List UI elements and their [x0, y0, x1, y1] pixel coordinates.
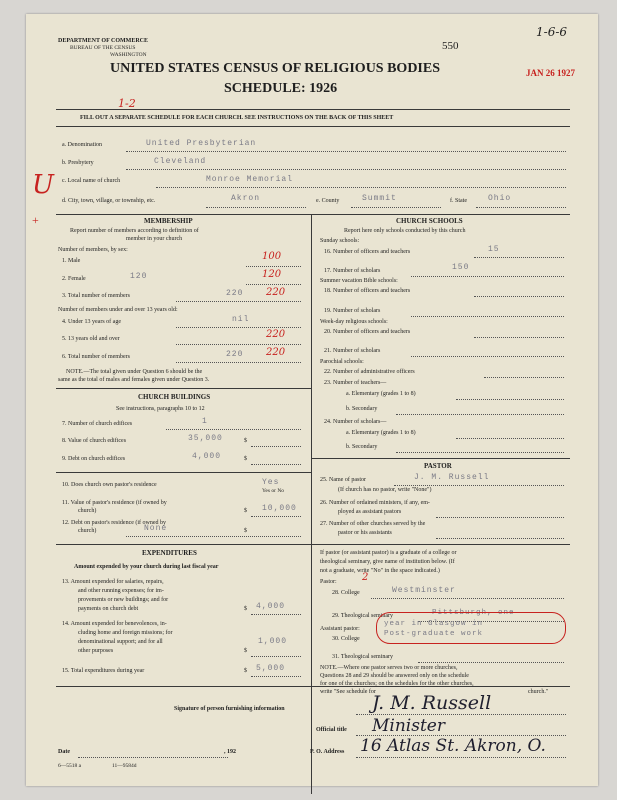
q31-label: 31. Theological seminary	[332, 654, 394, 660]
rule	[311, 458, 570, 459]
po-address-label: P. O. Address	[310, 749, 345, 755]
membership-note: same as the total of males and females given under Question 3.	[58, 377, 210, 383]
q24-label: 24. Number of scholars—	[324, 419, 387, 425]
q15-label: 15. Total expenditures during year	[62, 668, 145, 674]
schools-heading: CHURCH SCHOOLS	[396, 217, 463, 225]
pastor-sub-label: Pastor:	[320, 579, 337, 585]
q5-label: 5. 13 years old and over	[62, 336, 120, 342]
dollar-sign: $	[244, 606, 247, 612]
form-code: 6—5518 a	[58, 763, 82, 769]
weekday-label: Week-day religious schools:	[320, 319, 388, 325]
po-address-value[interactable]: 16 Atlas St. Akron, O.	[360, 736, 546, 756]
under-over-label: Number of members under and over 13 years old:	[58, 307, 178, 313]
blank	[251, 676, 301, 677]
q25-value[interactable]: J. M. Russell	[414, 473, 490, 482]
church-name-value[interactable]: Monroe Memorial	[206, 175, 294, 184]
blank	[418, 662, 564, 663]
church-name-label: c. Local name of church	[62, 178, 121, 184]
q13-value[interactable]: 4,000	[256, 602, 286, 611]
rule	[56, 388, 311, 389]
membership-note: NOTE.—The total given under Question 6 should be the	[66, 369, 203, 375]
membership-heading: MEMBERSHIP	[144, 217, 193, 225]
presbytery-value[interactable]: Cleveland	[154, 157, 207, 166]
blank	[474, 296, 564, 297]
q5-hand-value[interactable]: 220	[266, 329, 286, 340]
q23a-label: a. Elementary (grades 1 to 8)	[346, 391, 416, 397]
membership-intro: member in your church	[126, 236, 183, 242]
department-label: DEPARTMENT OF COMMERCE	[58, 38, 149, 44]
q4-typed-value[interactable]: nil	[232, 315, 250, 324]
red-circle-annotation	[376, 609, 566, 644]
q9-value[interactable]: 4,000	[192, 452, 222, 461]
q14-label: other purposes	[78, 648, 114, 654]
blank	[476, 207, 566, 208]
q4-label: 4. Under 13 years of age	[62, 319, 121, 325]
official-title-value[interactable]: Minister	[372, 716, 445, 736]
state-value[interactable]: Ohio	[488, 194, 512, 203]
q16-value[interactable]: 15	[488, 245, 500, 254]
q1-hand-value[interactable]: 100	[262, 251, 282, 262]
q17-label: 17. Number of scholars	[324, 268, 381, 274]
dollar-sign: $	[244, 668, 247, 674]
q2-typed-value: 120	[130, 272, 148, 281]
q13-label: payments on church debt	[78, 606, 139, 612]
blank	[126, 169, 566, 170]
blank	[456, 438, 564, 439]
q13-label: and other running expenses; for im-	[78, 588, 164, 594]
q9-label: 9. Debt on church edifices	[62, 456, 126, 462]
margin-plus-mark: +	[32, 213, 39, 227]
q1-label: 1. Male	[62, 258, 81, 264]
pastor-note: church."	[528, 689, 549, 695]
q12-label: 12. Debt on pastor's residence (if owned by	[62, 520, 167, 526]
pastor-note: for one of the churches; on the schedules for the other churches,	[320, 681, 474, 687]
q23b-label: b. Secondary	[346, 406, 378, 412]
pastor-note: write "See schedule for	[320, 689, 376, 695]
q19-label: 19. Number of scholars	[324, 308, 381, 314]
buildings-sub: See instructions, paragraphs 10 to 12	[116, 406, 205, 412]
q29-label: 29. Theological seminary	[332, 613, 394, 619]
blank	[246, 266, 301, 267]
q3-hand-value[interactable]: 220	[266, 287, 286, 298]
expenditures-sub: Amount expended by your church during last fiscal year	[74, 564, 219, 570]
city-value[interactable]: Akron	[231, 194, 261, 203]
q2-label: 2. Female	[62, 276, 86, 282]
q11-label: church)	[78, 508, 97, 514]
signature-label: Signature of person furnishing information	[174, 706, 285, 712]
blank	[78, 757, 228, 758]
form-number: 550	[442, 40, 459, 52]
blank	[396, 414, 564, 415]
q17-value[interactable]: 150	[452, 263, 470, 272]
blank	[251, 446, 301, 447]
form-subtitle: SCHEDULE: 1926	[224, 81, 338, 96]
q12-label: church)	[78, 528, 97, 534]
sunday-label: Sunday schools:	[320, 238, 360, 244]
q10-label: 10. Does church own pastor's residence	[62, 482, 157, 488]
q14-value[interactable]: 1,000	[258, 637, 288, 646]
city-label: WASHINGTON	[110, 52, 147, 58]
dollar-sign: $	[244, 456, 247, 462]
blank	[251, 656, 301, 657]
blank	[394, 485, 564, 486]
q14-label: cluding home and foreign missions; for	[78, 630, 173, 636]
dollar-sign: $	[244, 508, 247, 514]
q6-typed-value: 220	[226, 350, 244, 359]
rule	[56, 544, 311, 545]
blank	[251, 464, 301, 465]
margin-u-mark: U	[32, 170, 54, 200]
buildings-heading: CHURCH BUILDINGS	[138, 393, 211, 401]
yes-no-hint: Yes or No	[262, 488, 285, 494]
year-label: , 192	[224, 749, 236, 755]
form-code: 11—9584d	[112, 763, 137, 769]
denomination-label: a. Denomination	[62, 142, 102, 148]
q28-label: 28. College	[332, 590, 360, 596]
blank	[484, 377, 564, 378]
q29-value[interactable]: Post-graduate work	[384, 630, 484, 638]
grad-instruction: theological seminary, give name of institution below. (If	[320, 559, 455, 565]
q21-label: 21. Number of scholars	[324, 348, 381, 354]
summer-label: Summer vacation Bible schools:	[320, 278, 398, 284]
q29-value[interactable]: year in Glasgow in	[384, 620, 484, 628]
q28-value[interactable]: Westminster	[392, 586, 456, 595]
q24b-label: b. Secondary	[346, 444, 378, 450]
rule	[56, 109, 570, 110]
q3-typed-value: 220	[226, 289, 244, 298]
form-title: UNITED STATES CENSUS OF RELIGIOUS BODIES	[110, 61, 441, 76]
q24a-label: a. Elementary (grades 1 to 8)	[346, 430, 416, 436]
blank	[456, 399, 564, 400]
q10-value[interactable]: Yes	[262, 478, 280, 487]
q25-label: 25. Name of pastor	[320, 477, 366, 483]
q13-label: 13. Amount expended for salaries, repairs,	[62, 579, 164, 585]
parochial-label: Parochial schools:	[320, 359, 364, 365]
state-label: f. State	[450, 198, 467, 204]
blank	[411, 316, 564, 317]
membership-intro: Report number of members according to definition of	[70, 228, 199, 234]
pastor-note: Questions 28 and 29 should be answered only on the schedule	[320, 673, 469, 679]
blank	[436, 517, 564, 518]
dollar-sign: $	[244, 648, 247, 654]
blank	[251, 614, 301, 615]
q13-label: provements or new buildings; and for	[78, 597, 169, 603]
q11-value[interactable]: 10,000	[262, 504, 297, 513]
pastor-heading: PASTOR	[424, 462, 452, 470]
blank	[246, 284, 301, 285]
received-stamp: JAN 26 1927	[526, 68, 575, 78]
q8-label: 8. Value of church edifices	[62, 438, 127, 444]
blank	[176, 362, 301, 363]
blank	[474, 337, 564, 338]
q7-value[interactable]: 1	[202, 417, 208, 426]
blank	[351, 207, 441, 208]
rule	[56, 686, 570, 687]
q7-label: 7. Number of church edifices	[62, 421, 133, 427]
blank	[166, 429, 301, 430]
blank	[156, 187, 566, 188]
date-label: Date	[58, 749, 70, 755]
instruction-line: FILL OUT A SEPARATE SCHEDULE FOR EACH CHURCH. SEE INSTRUCTIONS ON THE BACK OF THIS SHEET	[80, 115, 394, 121]
q14-label: 14. Amount expended for benevolences, in-	[62, 621, 167, 627]
county-label: e. County	[316, 198, 340, 204]
q27-label: 27. Number of other churches served by the	[320, 521, 426, 527]
q30-label: 30. College	[332, 636, 360, 642]
q8-value[interactable]: 35,000	[188, 434, 223, 443]
blank	[396, 452, 564, 453]
schools-sub: Report here only schools conducted by this church	[344, 228, 466, 234]
handwritten-code: 1-6-6	[536, 25, 568, 39]
rule	[56, 472, 311, 473]
dollar-sign: $	[244, 528, 247, 534]
by-sex-label: Number of members, by sex:	[58, 247, 128, 253]
q20-label: 20. Number of officers and teachers	[324, 329, 411, 335]
q27-label: pastor or his assistants	[338, 530, 392, 536]
blank	[126, 151, 566, 152]
blank	[176, 301, 301, 302]
city-label: d. City, town, village, or township, etc.	[62, 198, 156, 204]
expenditures-heading: EXPENDITURES	[142, 549, 197, 557]
q11-label: 11. Value of pastor's residence (if owned by	[62, 500, 167, 506]
bureau-label: BUREAU OF THE CENSUS	[70, 45, 136, 51]
q25-note: (If church has no pastor, write "None")	[338, 487, 432, 493]
grad-instruction: If pastor (or assistant pastor) is a graduate of a college or	[320, 550, 457, 556]
assistant-pastor-label: Assistant pastor:	[320, 626, 360, 632]
q12-value[interactable]: None	[144, 524, 168, 533]
rule	[311, 544, 570, 545]
blank	[356, 757, 566, 758]
q3-label: 3. Total number of members	[62, 293, 130, 299]
q22-label: 22. Number of administrative officers	[324, 369, 415, 375]
column-divider	[311, 214, 312, 794]
blank	[176, 327, 301, 328]
blank	[206, 207, 306, 208]
blank	[371, 598, 564, 599]
q2-hand-value[interactable]: 120	[262, 269, 282, 280]
q26-label: ployed as assistant pastors	[338, 509, 402, 515]
q26-label: 26. Number of ordained ministers, if any, em-	[320, 500, 430, 506]
presbytery-label: b. Presbytery	[62, 160, 94, 166]
official-title-label: Official title	[316, 727, 347, 733]
q18-label: 18. Number of officers and teachers	[324, 288, 411, 294]
blank	[251, 516, 301, 517]
grad-instruction: not a graduate, write "No" in the space indicated.)	[320, 568, 440, 574]
q16-label: 16. Number of officers and teachers	[324, 249, 411, 255]
census-schedule-sheet	[26, 14, 598, 786]
pastor-note: NOTE.—Where one pastor serves two or more churches,	[320, 665, 458, 671]
rule	[56, 214, 570, 215]
blank	[411, 356, 564, 357]
margin-mark: 1-2	[118, 97, 136, 110]
denomination-value[interactable]: United Presbyterian	[146, 139, 257, 148]
q14-label: denominational support; and for all	[78, 639, 163, 645]
dollar-sign: $	[244, 438, 247, 444]
blank	[176, 344, 301, 345]
q23-label: 23. Number of teachers—	[324, 380, 387, 386]
q15-value[interactable]: 5,000	[256, 664, 286, 673]
q29-value[interactable]: Pittsburgh, one	[432, 609, 515, 617]
pastor-hand-mark: 2	[362, 572, 369, 583]
county-value[interactable]: Summit	[362, 194, 397, 203]
blank	[411, 276, 564, 277]
q6-label: 6. Total number of members	[62, 354, 130, 360]
blank	[436, 538, 564, 539]
signature-value[interactable]: J. M. Russell	[372, 692, 492, 714]
blank	[126, 536, 301, 537]
blank	[474, 257, 564, 258]
rule	[56, 126, 570, 127]
blank	[356, 714, 566, 715]
q6-hand-value[interactable]: 220	[266, 347, 286, 358]
